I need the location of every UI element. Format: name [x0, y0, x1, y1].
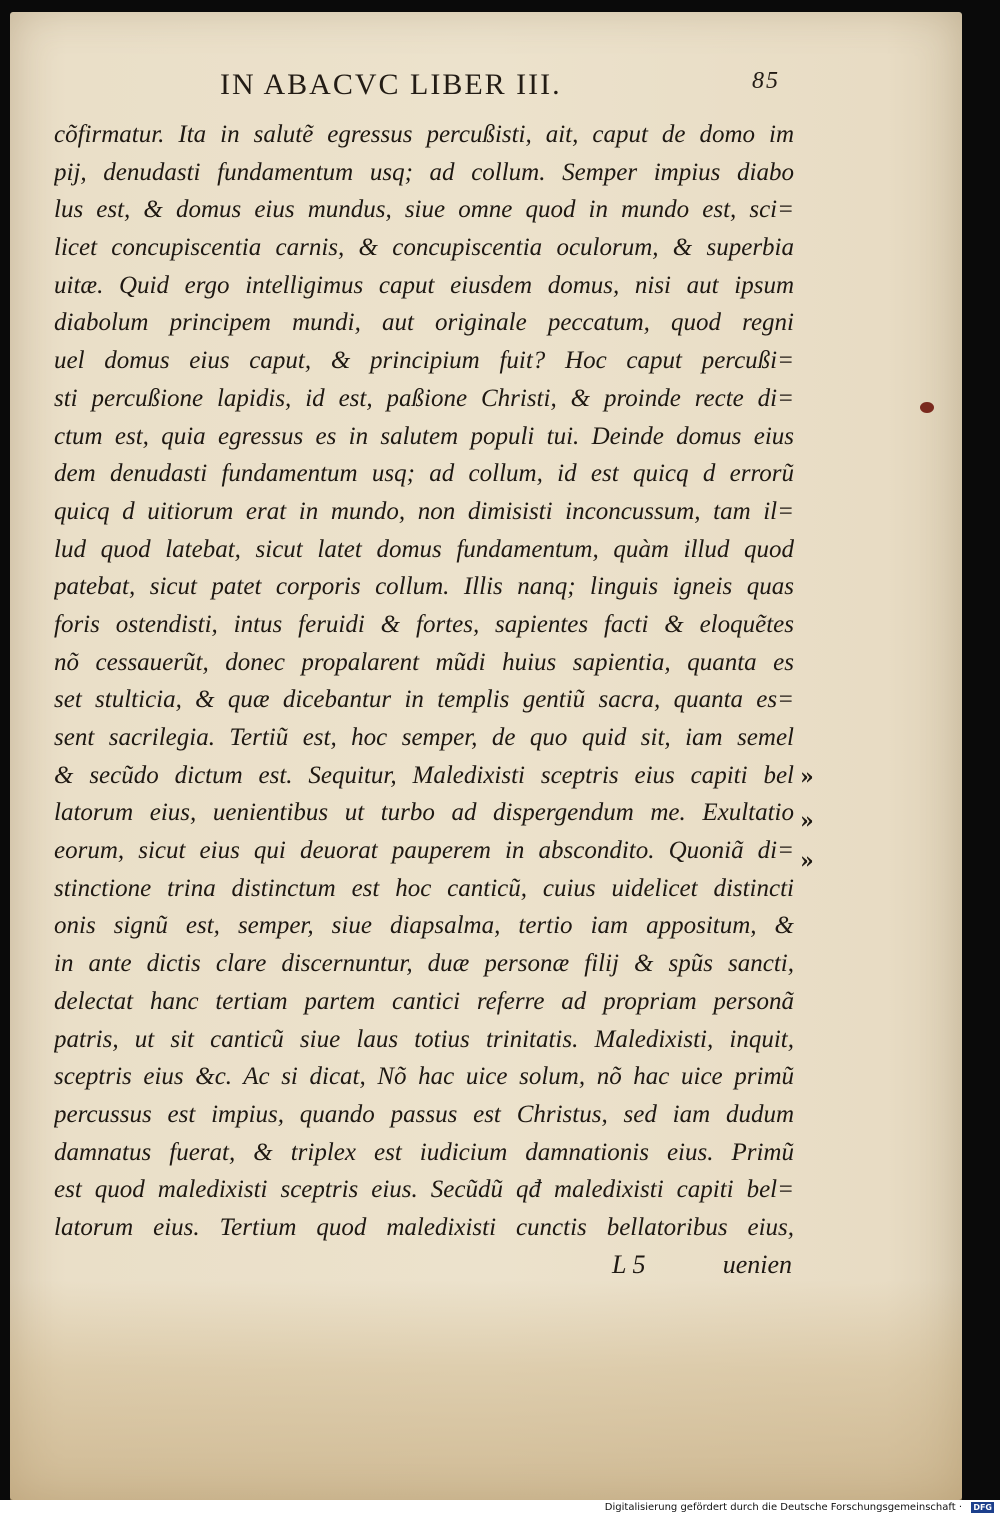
text-line: patris, ut sit canticũ siue laus totius trinitatis. Maledixisti, inquit, — [54, 1025, 794, 1053]
text-line: latorum eius. Tertium quod maledixisti cunctis bellatoribus eius, — [54, 1213, 794, 1241]
text-line: delectat hanc tertiam partem cantici referre ad propriam personã — [54, 987, 794, 1015]
water-stain — [10, 1280, 962, 1500]
text-line: nõ cessauerũt, donec propalarent mũdi huius sapientia, quanta es — [54, 648, 794, 676]
text-line: pij, denudasti fundamentum usq; ad collum. Semper impius diabo — [54, 158, 794, 186]
text-line: sent sacrilegia. Tertiũ est, hoc semper, de quo quid sit, iam semel — [54, 724, 794, 751]
text-line: lud quod latebat, sicut latet domus fundamentum, quàm illud quod — [54, 535, 794, 563]
running-head — [220, 68, 780, 108]
text-line: percussus est impius, quando passus est Christus, sed iam dudum — [54, 1100, 794, 1128]
text-line: foris ostendisti, intus feruidi & fortes, sapientes facti & eloquẽtes — [54, 610, 794, 638]
running-title: IN ABACVC LIBER III. — [220, 68, 562, 101]
text-line: dem denudasti fundamentum usq; ad collum, id est quicq d errorũ — [54, 460, 794, 488]
text-line: sti percußione lapidis, id est, paßione Christi, & proinde recte di= — [54, 384, 794, 412]
page-number: 85 — [752, 68, 780, 94]
digitization-footer — [0, 1500, 1000, 1516]
text-line: stinctione trina distinctum est hoc canticũ, cuius uidelicet distincti — [54, 874, 794, 902]
text-line: quicq d uitiorum erat in mundo, non dimisisti inconcussum, tam il= — [54, 497, 794, 525]
margin-quote-mark: » — [800, 808, 814, 834]
text-line: patebat, sicut patet corporis collum. Illis nanq; linguis igneis quas — [54, 573, 794, 601]
margin-quote-mark: » — [800, 848, 814, 874]
text-line: lus est, & domus eius mundus, siue omne quod in mundo est, sci= — [54, 196, 794, 224]
text-line: eorum, sicut eius qui deuorat pauperem in abscondito. Quoniã di= — [54, 837, 794, 865]
text-line: damnatus fuerat, & triplex est iudicium damnationis eius. Primũ — [54, 1138, 794, 1166]
text-line: latorum eius, uenientibus ut turbo ad dispergendum me. Exultatio — [54, 799, 794, 827]
funding-credit: Digitalisierung gefördert durch die Deutsche Forschungsgemeinschaft · — [604, 1502, 962, 1513]
ink-blot — [920, 402, 934, 413]
catchline — [612, 1250, 792, 1290]
text-line: est quod maledixisti sceptris eius. Secũdũ qđ maledixisti capiti bel= — [54, 1176, 794, 1204]
signature-mark: L 5 — [612, 1250, 646, 1279]
margin-quote-mark: » — [800, 764, 814, 790]
text-line: uel domus eius caput, & principium fuit? Hoc caput percußi= — [54, 347, 794, 375]
text-line: uitæ. Quid ergo intelligimus caput eiusdem domus, nisi aut ipsum — [54, 271, 794, 299]
text-line: sceptris eius &c. Ac si dicat, Nõ hac uice solum, nõ hac uice primũ — [54, 1063, 794, 1091]
text-line: cõfirmatur. Ita in salutẽ egressus percußisti, ait, caput de domo im — [54, 121, 794, 148]
text-line: set stulticia, & quæ dicebantur in templis gentiũ sacra, quanta es= — [54, 686, 794, 714]
body-text — [54, 116, 794, 1247]
text-line: & secũdo dictum est. Sequitur, Maledixisti sceptris eius capiti bel — [54, 761, 794, 789]
text-line: onis signũ est, semper, siue diapsalma, tertio iam appositum, & — [54, 912, 794, 940]
text-line: ctum est, quia egressus es in salutem populi tui. Deinde domus eius — [54, 422, 794, 450]
dfg-logo: DFG — [973, 1503, 992, 1512]
text-line: in ante dictis clare discernuntur, duæ personæ filij & spũs sancti, — [54, 950, 794, 978]
text-line: licet concupiscentia carnis, & concupiscentia oculorum, & superbia — [54, 234, 794, 262]
text-line: diabolum principem mundi, aut originale peccatum, quod regni — [54, 309, 794, 337]
catchword: uenien — [722, 1250, 792, 1279]
